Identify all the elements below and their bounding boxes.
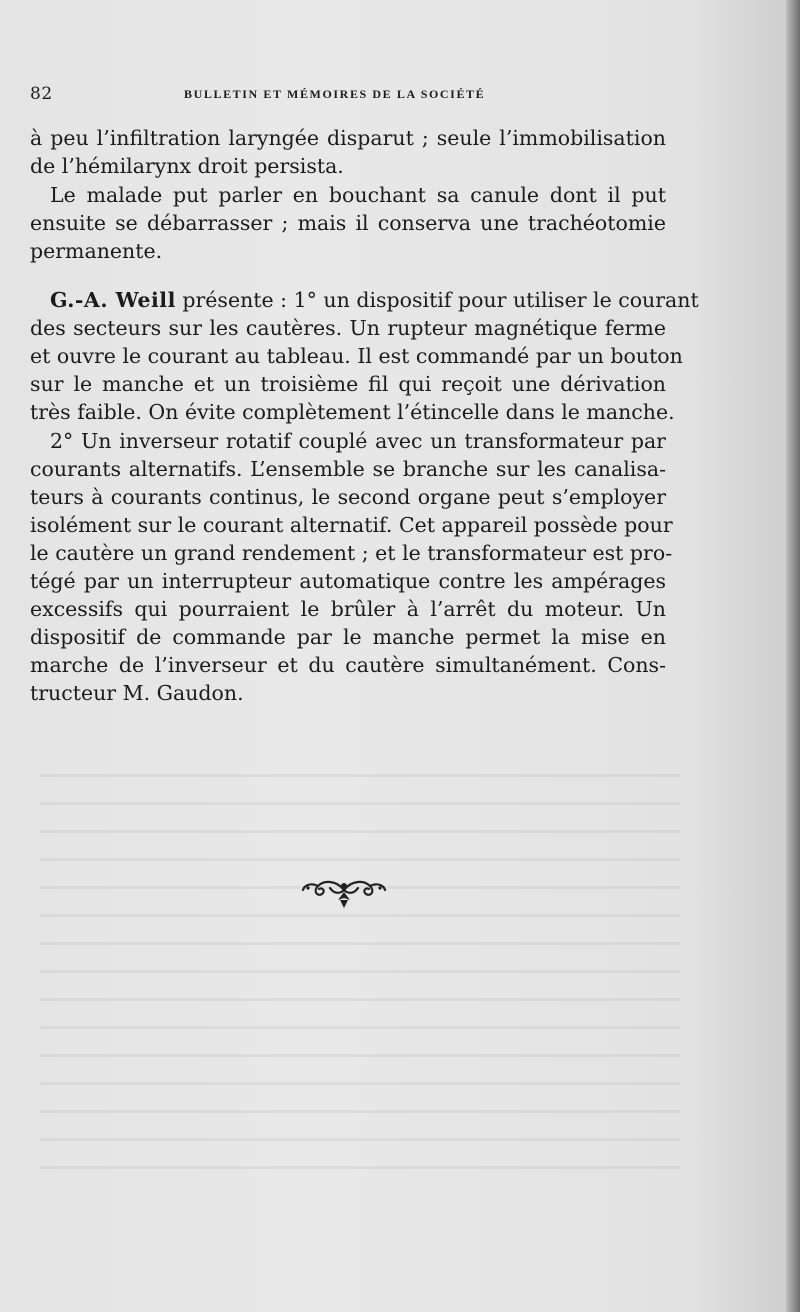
- paragraph-inverseur: [30, 427, 673, 707]
- text-line: tructeur M. Gaudon.: [30, 681, 244, 705]
- text-line: sur le manche et un troisième fil qui reçoit une dérivation: [30, 372, 666, 396]
- text-line: dispositif de commande par le manche permet la mise en: [30, 625, 666, 649]
- speaker-line-rest: présente : 1° un dispositif pour utiliser le courant: [175, 288, 699, 312]
- paragraph-malade: [30, 181, 666, 265]
- paragraph-continuation: [30, 124, 666, 180]
- text-line: très faible. On évite complètement l’étincelle dans le manche.: [30, 400, 675, 424]
- text-line: tégé par un interrupteur automatique contre les ampérages: [30, 569, 666, 593]
- text-line: des secteurs sur les cautères. Un rupteur magnétique ferme: [30, 316, 666, 340]
- text-line: Le malade put parler en bouchant sa canule dont il put: [50, 183, 666, 207]
- show-through-text: [40, 760, 680, 1180]
- text-line: excessifs qui pourraient le brûler à l’arrêt du moteur. Un: [30, 597, 666, 621]
- page-header: [30, 84, 670, 108]
- page-number: 82: [30, 84, 53, 104]
- text-line: isolément sur le courant alternatif. Cet appareil possède pour: [30, 513, 673, 537]
- text-line: courants alternatifs. L’ensemble se branche sur les canalisa-: [30, 457, 666, 481]
- text-line: à peu l’infiltration laryngée disparut ; seule l’immobilisation: [30, 126, 666, 150]
- floral-fleuron-icon: [300, 876, 388, 910]
- text-line: le cautère un grand rendement ; et le transformateur est pro-: [30, 541, 673, 565]
- text-line: permanente.: [30, 239, 163, 263]
- text-line: teurs à courants continus, le second organe peut s’employer: [30, 485, 666, 509]
- text-line: ensuite se débarrasser ; mais il conserva une trachéotomie: [30, 211, 666, 235]
- text-line: marche de l’inverseur et du cautère simultanément. Cons-: [30, 653, 666, 677]
- page-edge-shadow: [786, 0, 800, 1312]
- text-line: et ouvre le courant au tableau. Il est commandé par un bouton: [30, 344, 683, 368]
- text-line: 2° Un inverseur rotatif couplé avec un transformateur par: [50, 429, 666, 453]
- running-head: BULLETIN ET MÉMOIRES DE LA SOCIÉTÉ: [184, 87, 486, 101]
- text-line: de l’hémilarynx droit persista.: [30, 154, 344, 178]
- paragraph-weill: [30, 286, 699, 426]
- speaker-name: G.-A. Weill: [50, 288, 176, 312]
- text-line: [30, 286, 699, 314]
